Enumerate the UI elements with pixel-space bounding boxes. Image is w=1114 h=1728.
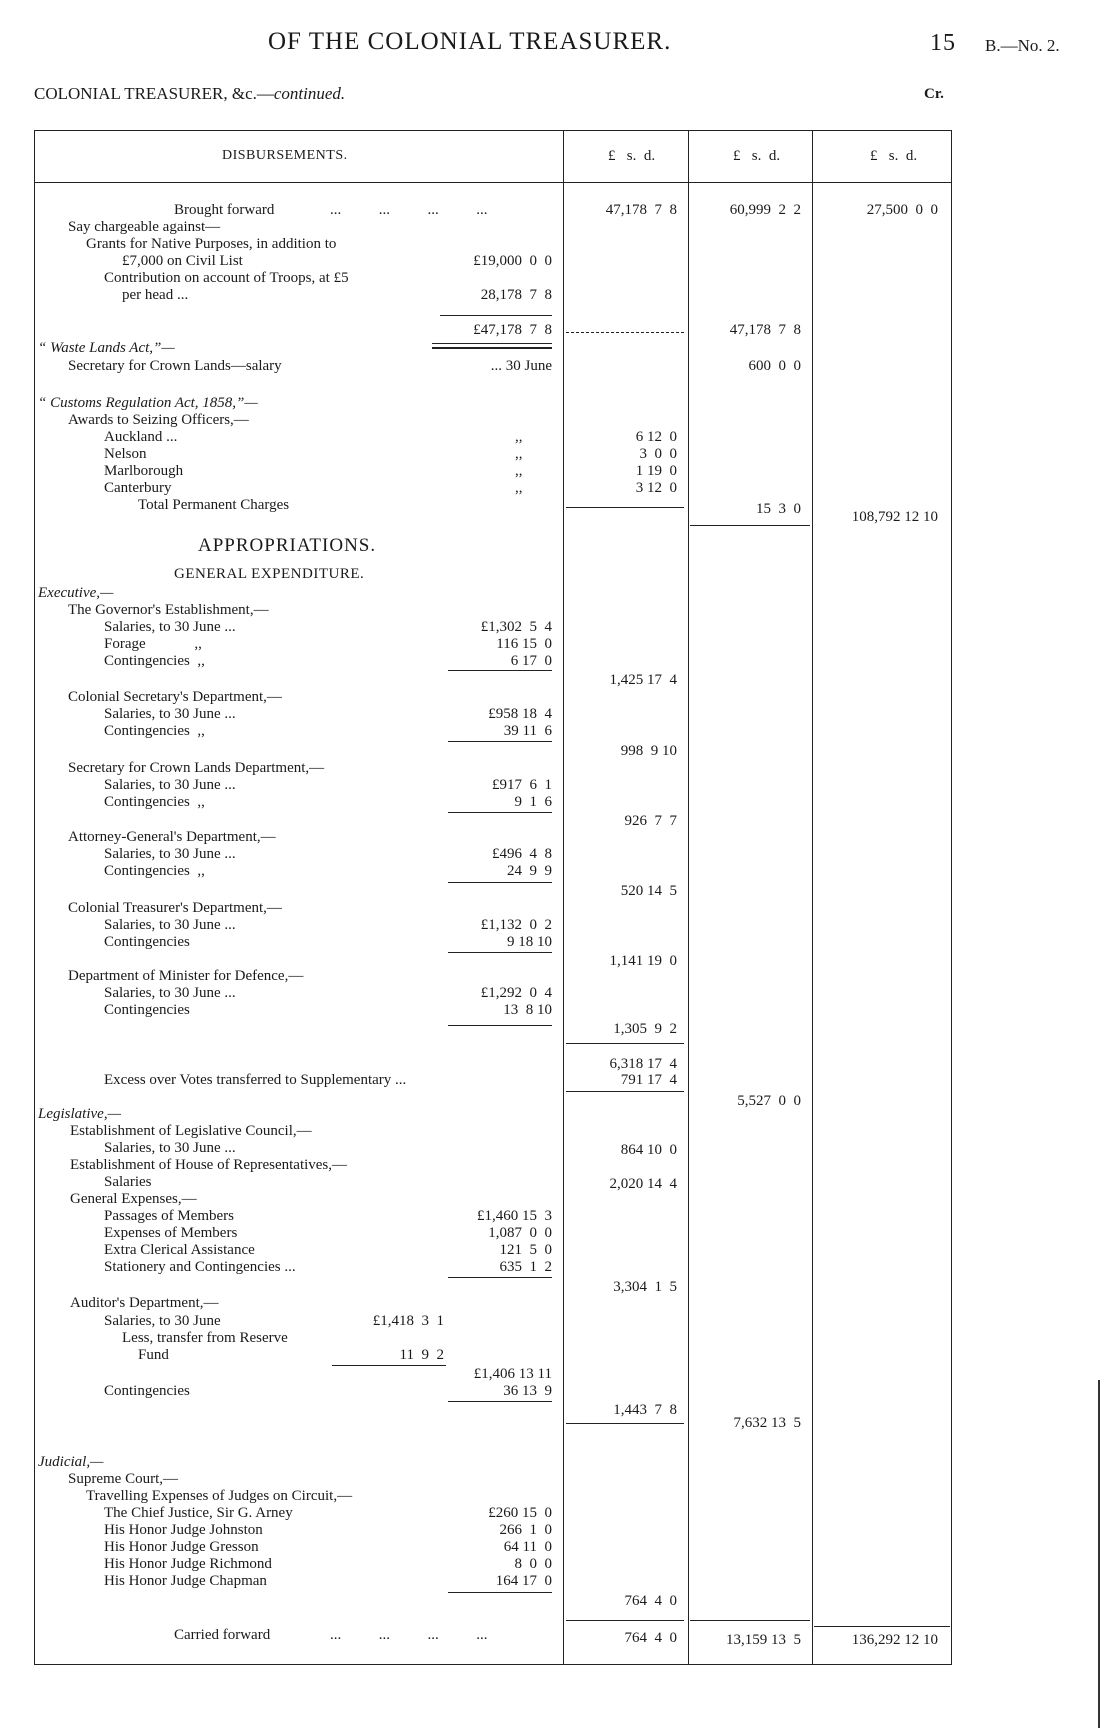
carried-forward-c3: 136,292 12 10 [851,1632,938,1648]
row-label: Passages of Members [104,1208,234,1224]
customs-item-name: Marlborough [104,463,184,479]
row-value: 24 9 9 [507,863,552,879]
auditor-title: Auditor's Department,— [70,1295,219,1311]
total-permanent-label: Total Permanent Charges [138,497,290,513]
column-2-header: £ s. d. [733,148,781,164]
row-label: Contingencies ,, [104,653,205,669]
row-label: Contingencies ,, [104,723,205,739]
native-c2: 47,178 7 8 [729,322,801,338]
treasurer-c1: 1,141 19 0 [609,953,677,969]
brought-forward-c1: 47,178 7 8 [605,202,677,218]
column-3-header: £ s. d. [870,148,918,164]
judge-value: 164 17 0 [495,1573,552,1589]
defence-c1: 1,305 9 2 [613,1021,677,1037]
customs-item-name: Canterbury [104,480,172,496]
row-value: £917 6 1 [492,777,552,793]
auditor-net: £1,406 13 11 [473,1366,552,1382]
row-label: Stationery and Contingencies ... [104,1259,296,1275]
attorney-title: Attorney-General's Department,— [68,829,276,845]
row-label: Salaries, to 30 June [104,1313,221,1329]
row-label: Salaries [104,1174,152,1190]
council-title: Establishment of Legislative Council,— [70,1123,312,1139]
attorney-c1: 520 14 5 [620,883,677,899]
treasurer-title: Colonial Treasurer's Department,— [68,900,282,916]
judge-value: 64 11 0 [503,1539,552,1555]
ditto-mark: ,, [515,480,523,496]
ditto-mark: ,, [515,463,523,479]
brought-forward-c2: 60,999 2 2 [729,202,801,218]
carried-forward-c1: 764 4 0 [624,1630,677,1646]
ditto-mark: ,, [515,446,523,462]
row-label: Less, transfer from Reserve [122,1330,288,1346]
executive-title: Executive,— [38,585,114,601]
row-label: Contingencies [104,1383,190,1399]
customs-item-value: 3 12 0 [635,480,677,496]
leader-dots: ... ... ... ... [330,202,488,218]
row-value: £1,302 5 4 [480,619,552,635]
row-value: £496 4 8 [492,846,552,862]
legislative-c2: 7,632 13 5 [733,1415,801,1431]
carried-forward-label: Carried forward [174,1627,271,1643]
row-label: Extra Clerical Assistance [104,1242,255,1258]
row-value: 36 13 9 [503,1383,552,1399]
legislative-title: Legislative,— [38,1106,121,1122]
house-c1: 2,020 14 4 [609,1176,677,1192]
row-value: 635 1 2 [499,1259,552,1275]
row-label: Salaries, to 30 June ... [104,1140,236,1156]
general-expenses-c1: 3,304 1 5 [613,1279,677,1295]
judge-value: £260 15 0 [488,1505,552,1521]
native-total: £47,178 7 8 [473,322,552,338]
row-value: 13 8 10 [503,1002,552,1018]
customs-awards: Awards to Seizing Officers,— [68,412,249,428]
disbursements-header: DISBURSEMENTS. [222,148,348,163]
native-line-1: Say chargeable against— [68,219,221,235]
row-label: Fund [138,1347,169,1363]
page-number: 15 [930,30,956,56]
row-label: Salaries, to 30 June ... [104,619,236,635]
house-title: Establishment of House of Representatives,— [70,1157,348,1173]
row-value: £1,418 3 1 [372,1313,444,1329]
judge-name: His Honor Judge Johnston [104,1522,263,1538]
defence-title: Department of Minister for Defence,— [68,968,304,984]
section-heading [34,84,345,104]
native-value-3: £19,000 0 0 [473,253,552,269]
crownlands-c1: 926 7 7 [624,813,677,829]
waste-lands-line: Secretary for Crown Lands—salary [68,358,282,374]
customs-item-name: Auckland ... [104,429,178,445]
row-value: 6 17 0 [510,653,552,669]
row-value: £1,132 0 2 [480,917,552,933]
section-heading-main: COLONIAL TREASURER, &c.— [34,84,274,103]
row-label: Contingencies ,, [104,863,205,879]
customs-c2: 15 3 0 [756,501,801,517]
brought-forward-c3: 27,500 0 0 [866,202,938,218]
section-heading-italic: continued. [273,84,346,103]
column-1-header: £ s. d. [608,148,656,164]
native-line-4: Contribution on account of Troops, at £5 [104,270,349,286]
row-value: £1,460 15 3 [477,1208,552,1224]
general-expenditure-title: GENERAL EXPENDITURE. [174,566,365,582]
judge-name: The Chief Justice, Sir G. Arney [104,1505,293,1521]
document-reference: B.—No. 2. [985,36,1060,55]
row-label: Contingencies ,, [104,794,205,810]
council-c1: 864 10 0 [620,1142,677,1158]
native-line-3: £7,000 on Civil List [122,253,243,269]
native-value-5: 28,178 7 8 [480,287,552,303]
judge-value: 8 0 0 [514,1556,552,1572]
row-label: Contingencies [104,1002,190,1018]
row-value: 9 18 10 [507,934,552,950]
customs-item-value: 1 19 0 [635,463,677,479]
customs-item-name: Nelson [104,446,147,462]
credit-marker: Cr. [924,86,944,102]
native-line-2: Grants for Native Purposes, in addition to [86,236,337,252]
row-label: Contingencies [104,934,190,950]
judge-name: His Honor Judge Gresson [104,1539,259,1555]
governor-title: The Governor's Establishment,— [68,602,269,618]
supreme-court-title: Supreme Court,— [68,1471,178,1487]
colsec-c1: 998 9 10 [620,743,677,759]
appropriations-title: APPROPRIATIONS. [198,535,377,556]
judicial-c1: 764 4 0 [624,1593,677,1609]
judge-name: His Honor Judge Chapman [104,1573,267,1589]
customs-item-value: 6 12 0 [635,429,677,445]
colsec-title: Colonial Secretary's Department,— [68,689,282,705]
governor-c1: 1,425 17 4 [609,672,677,688]
crownlands-title: Secretary for Crown Lands Department,— [68,760,325,776]
row-label: Salaries, to 30 June ... [104,706,236,722]
row-value: 1,087 0 0 [488,1225,552,1241]
row-value: 11 9 2 [399,1347,444,1363]
row-value: 39 11 6 [503,723,552,739]
judicial-title: Judicial,— [38,1454,104,1470]
brought-forward-label: Brought forward [174,202,275,218]
waste-lands-date: ... 30 June [490,358,552,374]
judge-value: 266 1 0 [499,1522,552,1538]
row-value: £1,292 0 4 [480,985,552,1001]
row-label: Salaries, to 30 June ... [104,985,236,1001]
auditor-c1: 1,443 7 8 [613,1402,677,1418]
row-value: 121 5 0 [499,1242,552,1258]
page-title: OF THE COLONIAL TREASURER. [268,28,672,55]
row-label: Expenses of Members [104,1225,238,1241]
executive-c2: 5,527 0 0 [737,1093,801,1109]
customs-title: “ Customs Regulation Act, 1858,”— [38,395,258,411]
row-label: Salaries, to 30 June ... [104,917,236,933]
native-line-5: per head ... [122,287,189,303]
excess-value: 791 17 4 [620,1072,677,1088]
waste-lands-c2: 600 0 0 [748,358,801,374]
carried-forward-c2: 13,159 13 5 [726,1632,801,1648]
customs-item-value: 3 0 0 [639,446,677,462]
row-value: 116 15 0 [496,636,552,652]
row-value: 9 1 6 [514,794,552,810]
executive-sum: 6,318 17 4 [609,1056,677,1072]
row-label: Forage ,, [104,636,202,652]
ditto-mark: ,, [515,429,523,445]
row-label: Salaries, to 30 June ... [104,846,236,862]
total-permanent-c3: 108,792 12 10 [851,509,938,525]
judge-name: His Honor Judge Richmond [104,1556,272,1572]
row-value: £958 18 4 [488,706,552,722]
travelling-expenses-title: Travelling Expenses of Judges on Circuit,— [86,1488,353,1504]
excess-label: Excess over Votes transferred to Supplementary ... [104,1072,407,1088]
row-label: Salaries, to 30 June ... [104,777,236,793]
waste-lands-title: “ Waste Lands Act,”— [38,340,175,356]
leader-dots: ... ... ... ... [330,1627,488,1643]
general-expenses-title: General Expenses,— [70,1191,197,1207]
